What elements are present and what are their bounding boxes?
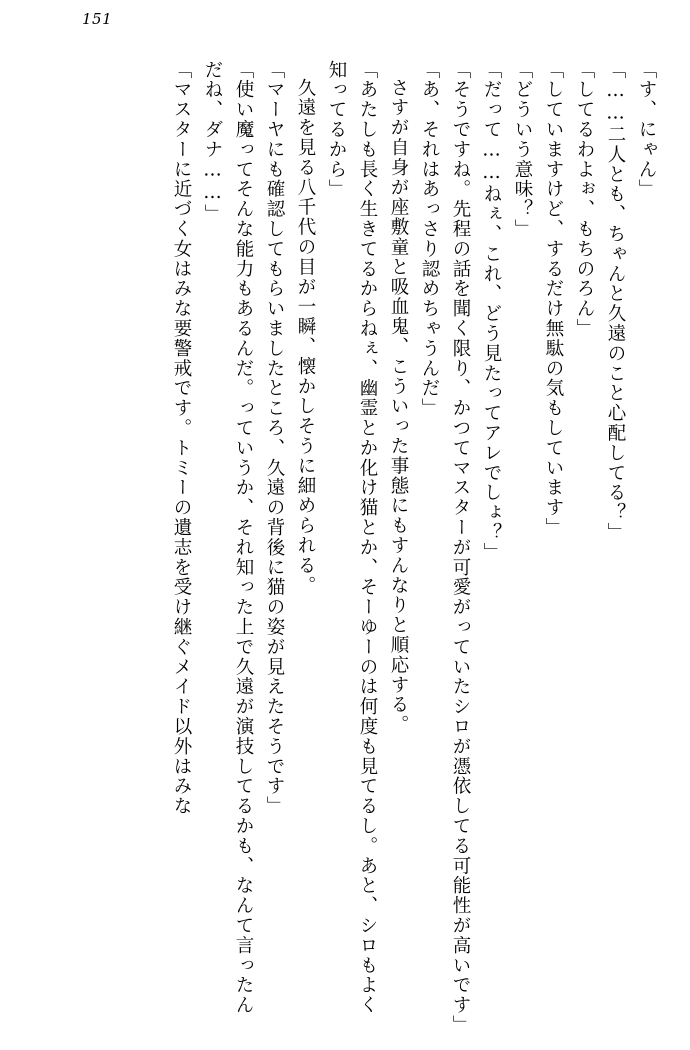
paragraph: 久遠を見る八千代の目が一瞬、懐かしそうに細められる。 xyxy=(295,78,316,596)
page-body-text xyxy=(28,60,662,1035)
paragraph: 「どういう意味？」 xyxy=(512,60,533,240)
page-number: 151 xyxy=(82,10,113,28)
paragraph: 「マスターに近づく女はみな要警戒です。トミーの遺志を受け継ぐメイド以外はみな xyxy=(171,60,192,817)
paragraph: 「そうですね。先程の話を聞く限り、かつてマスターが可愛がっていたシロが憑依してる可能性が高いです」 xyxy=(450,60,471,1035)
paragraph: 「マーヤにも確認してもらいましたところ、久遠の背後に猫の姿が見えたそうです」 xyxy=(264,60,285,817)
paragraph: 「……二人とも、ちゃんと久遠のこと心配してる？」 xyxy=(605,60,626,543)
paragraph: 「してるわよぉ、もちのろん」 xyxy=(574,60,595,339)
paragraph: 「だって……ねぇ、これ、どう見たってアレでしょ？」 xyxy=(481,60,502,563)
paragraph: さすが自身が座敷童と吸血鬼、こういった事態にもすんなりと順応する。 xyxy=(388,78,409,735)
paragraph: 「使い魔ってそんな能力もあるんだ。っていうか、それ知った上で久遠が演技してるかも、なんて言ったんだね、ダナ……」 xyxy=(202,60,254,1016)
paragraph: 「あたしも長く生きてるからねぇ、幽霊とか化け猫とか、そーゆーのは何度も見てるし。あと、シロもよく知ってるから」 xyxy=(326,60,378,1016)
paragraph: 「あ、それはあっさり認めちゃうんだ」 xyxy=(419,60,440,419)
paragraph: 「していますけど、するだけ無駄の気もしています」 xyxy=(543,60,564,538)
paragraph: 「す、にゃん」 xyxy=(636,60,657,200)
